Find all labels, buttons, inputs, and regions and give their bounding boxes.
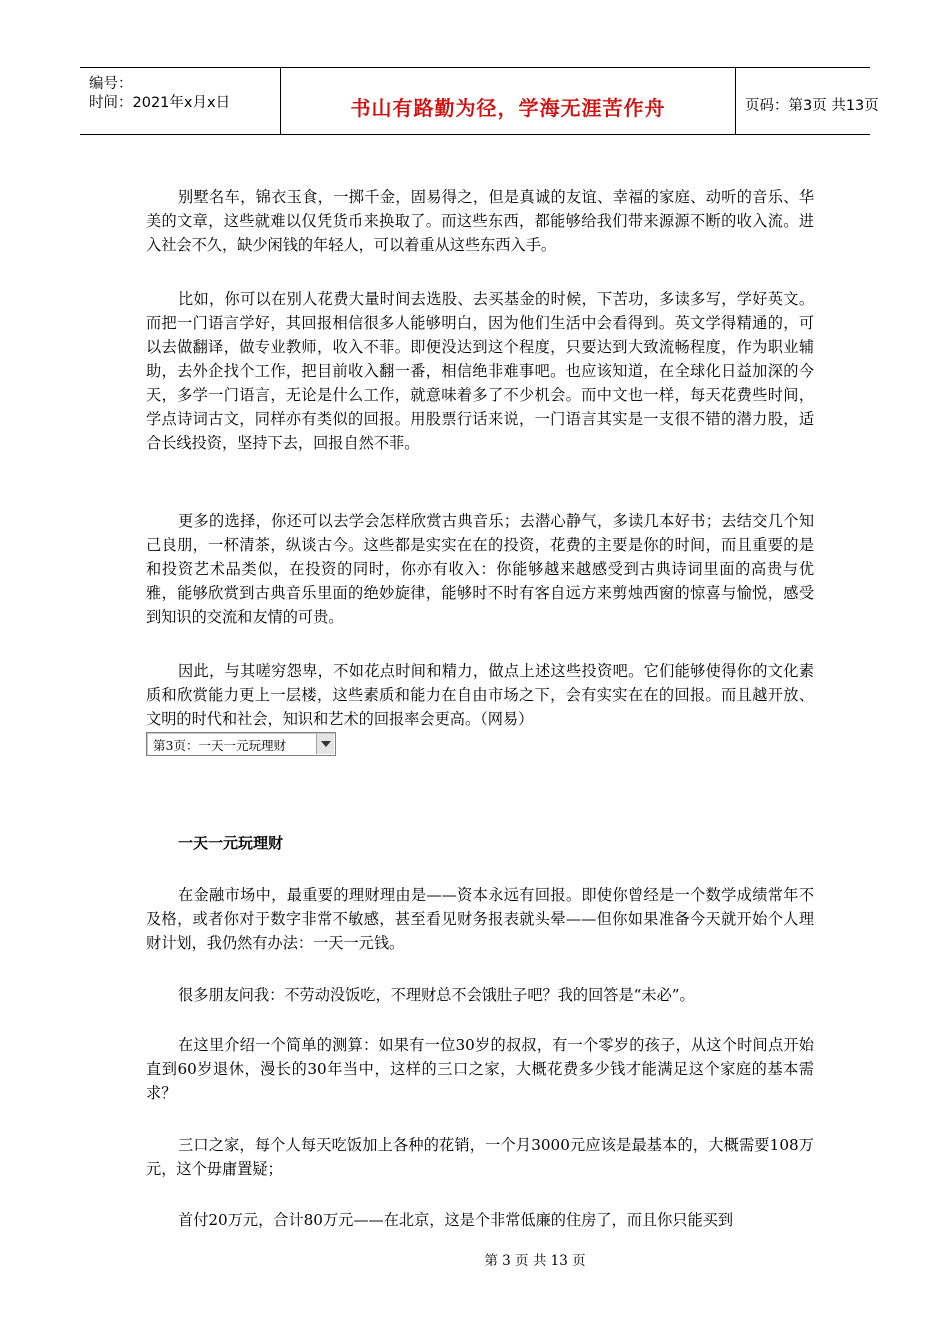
section-paragraph: 首付20万元，合计80万元——在北京，这是个非常低廉的住房了，而且你只能买到 xyxy=(178,1211,734,1229)
header-motto-cell xyxy=(281,68,736,134)
header-page-code: 页码：第3页 共13页 xyxy=(745,98,879,114)
header-page-cell xyxy=(736,68,879,134)
body-paragraph: 因此，与其嗟穷怨卑，不如花点时间和精力，做点上述这些投资吧。它们能够使得你的文化素质和欣赏能力更上一层楼，这些素质和能力在自由市场之下，会有实实在在的回报。而且越开放、文明的时代和社会，知识和艺术的回报率会更高。（网易） xyxy=(146,662,814,728)
section-title: 一天一元玩理财 xyxy=(178,834,284,852)
chevron-down-icon xyxy=(321,741,331,747)
page-select-value: 第3页：一天一元玩理财 xyxy=(153,738,286,753)
section-paragraph: 在这里介绍一个简单的测算：如果有一位30岁的叔叔，有一个零岁的孩子，从这个时间点开始直到60岁退休，漫长的30年当中，这样的三口之家，大概花费多少钱才能满足这个家庭的基本需求？ xyxy=(146,1036,814,1102)
body-paragraph: 比如，你可以在别人花费大量时间去选股、去买基金的时候，下苦功，多读多写，学好英文。而把一门语言学好，其回报相信很多人能够明白，因为他们生活中会看得到。英文学得精通的，可以去做翻译，做专业教师，收入不菲。即便没达到这个程度，只要达到大致流畅程度，作为职业辅助，去外企找个工作，把目前收入翻一番，相信绝非难事吧。也应该知道，在全球化日益加深的今天，多学一门语言，无论是什么工作，就意味着多了不少机会。而中文也一样，每天花费些时间，学点诗词古文，同样亦有类似的回报。用股票行话来说，一门语言其实是一支很不错的潜力股，适合长线投资，坚持下去，回报自然不菲。 xyxy=(146,290,814,452)
body-paragraph: 别墅名车，锦衣玉食，一掷千金，固易得之，但是真诚的友谊、幸福的家庭、动听的音乐、华美的文章，这些就难以仅凭货币来换取了。而这些东西，都能够给我们带来源源不断的收入流。进入社会不久，缺少闲钱的年轻人，可以着重从这些东西入手。 xyxy=(146,188,814,254)
section-paragraph: 在金融市场中，最重要的理财理由是——资本永远有回报。即使你曾经是一个数学成绩常年不及格，或者你对于数字非常不敏感，甚至看见财务报表就头晕——但你如果准备今天就开始个人理财计划，我仍然有办法：一天一元钱。 xyxy=(146,886,814,952)
section-paragraph: 三口之家，每个人每天吃饭加上各种的花销，一个月3000元应该是最基本的，大概需要108万元，这个毋庸置疑； xyxy=(146,1136,814,1178)
section-paragraph: 很多朋友问我：不劳动没饭吃，不理财总不会饿肚子吧？我的回答是“未必”。 xyxy=(178,986,695,1004)
page-footer: 第 3 页 共 13 页 xyxy=(484,1253,586,1269)
header-meta-cell xyxy=(80,68,281,134)
page-select-dropdown[interactable] xyxy=(146,732,336,756)
document-time-label: 时间：2021年x月x日 xyxy=(89,95,231,111)
document-number-label: 编号： xyxy=(89,76,133,92)
document-header xyxy=(80,67,879,135)
header-motto: 书山有路勤为径，学海无涯苦作舟 xyxy=(350,96,666,120)
dropdown-button[interactable] xyxy=(316,734,334,754)
body-paragraph: 更多的选择，你还可以去学会怎样欣赏古典音乐；去潜心静气，多读几本好书；去结交几个知己良朋，一杯清茶，纵谈古今。这些都是实实在在的投资，花费的主要是你的时间，而且重要的是和投资艺术品类似，在投资的同时，你亦有收入：你能够越来越感受到古典诗词里面的高贵与优雅，能够欣赏到古典音乐里面的绝妙旋律，能够时不时有客自远方来剪烛西窗的惊喜与愉悦，感受到知识的交流和友情的可贵。 xyxy=(146,512,814,626)
